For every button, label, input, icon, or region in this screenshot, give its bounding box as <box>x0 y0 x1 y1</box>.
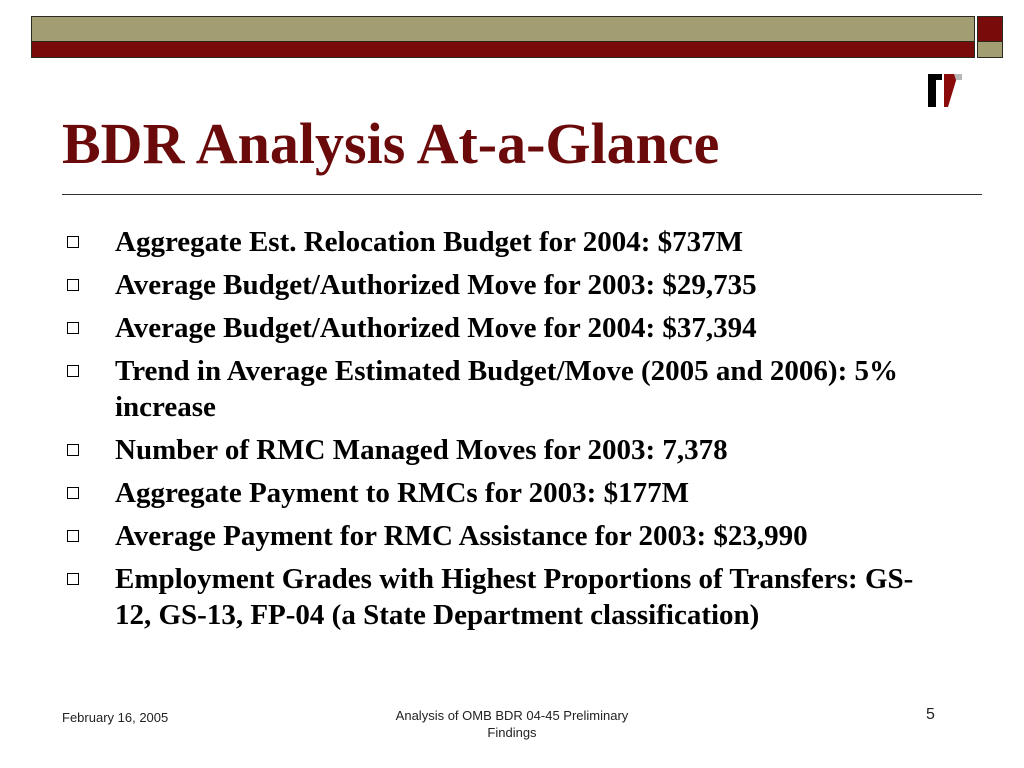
list-item <box>64 267 944 303</box>
hollow-square-icon <box>67 530 79 542</box>
hollow-square-icon <box>67 487 79 499</box>
list-item <box>64 561 944 633</box>
bullet-text: Aggregate Payment to RMCs for 2003: $177M <box>115 477 689 509</box>
bullet-text: Trend in Average Estimated Budget/Move (2005 and 2006): 5% increase <box>115 355 898 423</box>
bullet-text: Average Budget/Authorized Move for 2004: $37,394 <box>115 312 757 344</box>
list-item <box>64 310 944 346</box>
corner-block-maroon <box>977 16 1003 42</box>
bullet-text: Average Payment for RMC Assistance for 2003: $23,990 <box>115 520 808 552</box>
agency-logo-icon <box>924 72 964 110</box>
bullet-text: Employment Grades with Highest Proportions of Transfers: GS-12, GS-13, FP-04 (a State Department classification) <box>115 563 914 631</box>
title-divider <box>62 194 982 195</box>
header-bar-maroon <box>31 42 975 58</box>
bullet-list <box>64 224 944 640</box>
list-item <box>64 432 944 468</box>
list-item <box>64 518 944 554</box>
bullet-text: Average Budget/Authorized Move for 2003: $29,735 <box>115 269 757 301</box>
hollow-square-icon <box>67 365 79 377</box>
list-item <box>64 353 944 425</box>
hollow-square-icon <box>67 322 79 334</box>
hollow-square-icon <box>67 236 79 248</box>
header-bar-olive <box>31 16 975 42</box>
bullet-text: Aggregate Est. Relocation Budget for 2004: $737M <box>115 226 743 258</box>
footer-presentation-title: Analysis of OMB BDR 04-45 Preliminary Findings <box>395 708 629 740</box>
footer-date: February 16, 2005 <box>62 710 169 725</box>
bullet-text: Number of RMC Managed Moves for 2003: 7,378 <box>115 434 728 466</box>
hollow-square-icon <box>67 573 79 585</box>
page-title: BDR Analysis At-a-Glance <box>62 111 720 176</box>
list-item <box>64 224 944 260</box>
list-item <box>64 475 944 511</box>
corner-block-olive <box>977 42 1003 58</box>
hollow-square-icon <box>67 444 79 456</box>
hollow-square-icon <box>67 279 79 291</box>
slide-number: 5 <box>926 706 935 723</box>
